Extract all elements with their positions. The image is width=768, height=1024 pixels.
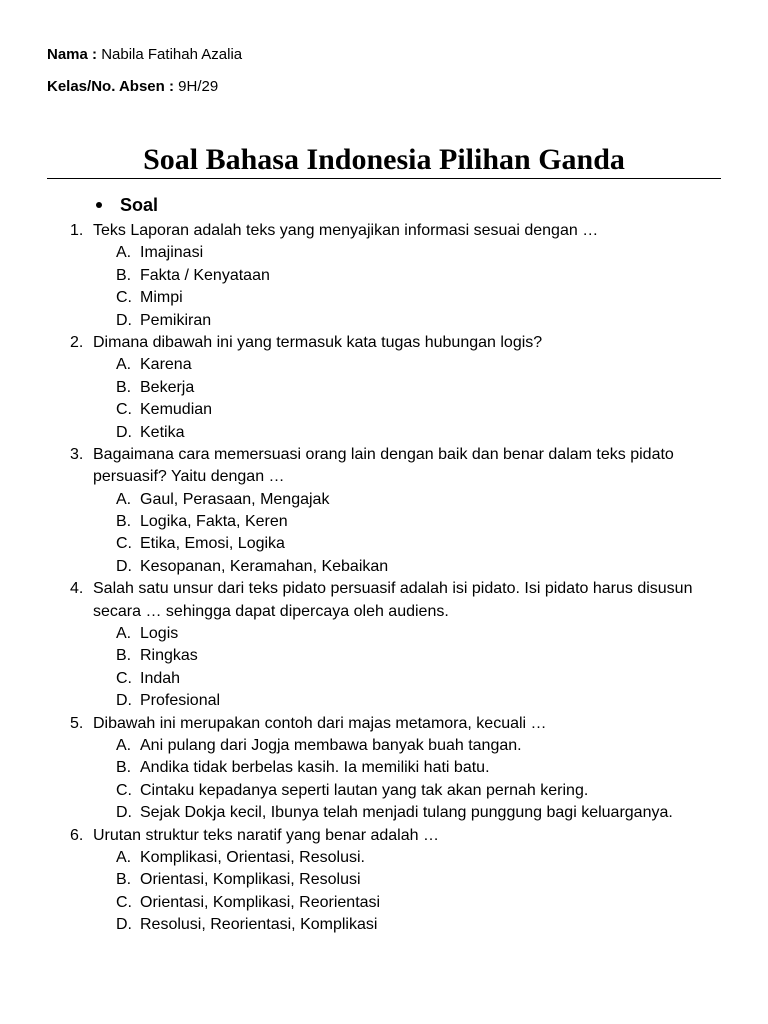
option-d	[0, 422, 768, 444]
option-letter: A.	[116, 356, 132, 374]
question-text-row	[0, 444, 768, 466]
option-letter: A.	[116, 848, 132, 866]
option-text: Gaul, Perasaan, Mengajak	[140, 490, 330, 508]
title-divider	[47, 178, 721, 179]
option-d	[0, 802, 768, 824]
option-letter: B.	[116, 378, 132, 396]
question-text-row	[0, 578, 768, 600]
option-c	[0, 892, 768, 914]
question-text-row	[0, 825, 768, 847]
question-5	[0, 713, 768, 825]
option-letter: A.	[116, 625, 132, 643]
option-letter: B.	[116, 759, 132, 777]
option-a	[0, 242, 768, 264]
option-letter: D.	[116, 423, 132, 441]
option-c	[0, 780, 768, 802]
option-text: Cintaku kepadanya seperti lautan yang tak akan pernah kering.	[140, 781, 589, 799]
question-list	[0, 220, 768, 937]
question-text-continuation	[0, 601, 768, 623]
option-letter: B.	[116, 513, 132, 531]
option-letter: A.	[116, 490, 132, 508]
option-a	[0, 847, 768, 869]
option-text: Ketika	[140, 423, 185, 441]
option-text: Logika, Fakta, Keren	[140, 513, 288, 531]
option-a	[0, 489, 768, 511]
option-letter: B.	[116, 266, 132, 284]
question-2	[0, 332, 768, 444]
student-class-line	[47, 76, 218, 98]
option-a	[0, 623, 768, 645]
option-d	[0, 310, 768, 332]
question-text: secara … sehingga dapat dipercaya oleh audiens.	[93, 602, 449, 620]
option-b	[0, 511, 768, 533]
question-text-continuation	[0, 466, 768, 488]
option-text: Komplikasi, Orientasi, Resolusi.	[140, 848, 365, 866]
option-letter: D.	[116, 557, 132, 575]
bullet-icon	[96, 202, 102, 208]
student-name-line	[47, 44, 242, 66]
question-text: Dibawah ini merupakan contoh dari majas metamora, kecuali …	[93, 714, 547, 732]
option-c	[0, 533, 768, 555]
question-text-row	[0, 220, 768, 242]
option-letter: C.	[116, 289, 132, 307]
question-number: 6.	[70, 826, 84, 844]
question-4	[0, 578, 768, 712]
option-text: Orientasi, Komplikasi, Resolusi	[140, 871, 361, 889]
option-text: Mimpi	[140, 289, 183, 307]
option-letter: A.	[116, 244, 132, 262]
option-text: Sejak Dokja kecil, Ibunya telah menjadi tulang punggung bagi keluarganya.	[140, 804, 673, 822]
option-text: Kemudian	[140, 401, 213, 419]
option-b	[0, 377, 768, 399]
question-text-row	[0, 332, 768, 354]
option-text: Bekerja	[140, 378, 195, 396]
option-text: Karena	[140, 356, 192, 374]
option-c	[0, 668, 768, 690]
option-c	[0, 399, 768, 421]
section-title: Soal	[120, 195, 159, 215]
option-letter: A.	[116, 736, 132, 754]
option-d	[0, 914, 768, 936]
question-text: persuasif? Yaitu dengan …	[93, 468, 285, 486]
option-b	[0, 265, 768, 287]
question-3	[0, 444, 768, 578]
question-text-row	[0, 713, 768, 735]
option-letter: C.	[116, 401, 132, 419]
option-letter: C.	[116, 781, 132, 799]
option-d	[0, 690, 768, 712]
name-value: Nabila Fatihah Azalia	[101, 46, 243, 63]
question-number: 2.	[70, 333, 84, 351]
option-text: Orientasi, Komplikasi, Reorientasi	[140, 893, 381, 911]
question-6	[0, 825, 768, 937]
option-text: Imajinasi	[140, 244, 204, 262]
name-label: Nama :	[47, 46, 98, 63]
option-text: Logis	[140, 625, 179, 643]
page-title: Soal Bahasa Indonesia Pilihan Ganda	[143, 143, 625, 176]
option-letter: D.	[116, 804, 132, 822]
option-text: Indah	[140, 669, 181, 687]
class-value: 9H/29	[178, 78, 219, 95]
option-d	[0, 556, 768, 578]
option-letter: B.	[116, 871, 132, 889]
question-number: 5.	[70, 714, 84, 732]
option-b	[0, 869, 768, 891]
class-label: Kelas/No. Absen :	[47, 78, 174, 95]
option-text: Andika tidak berbelas kasih. Ia memiliki hati batu.	[140, 759, 490, 777]
option-text: Resolusi, Reorientasi, Komplikasi	[140, 916, 378, 934]
option-letter: C.	[116, 535, 132, 553]
question-number: 1.	[70, 222, 84, 239]
question-1	[0, 220, 768, 332]
option-letter: D.	[116, 311, 132, 329]
option-text: Ani pulang dari Jogja membawa banyak buah tangan.	[140, 736, 522, 754]
option-text: Ringkas	[140, 647, 198, 665]
option-text: Kesopanan, Keramahan, Kebaikan	[140, 557, 389, 575]
question-number: 3.	[70, 445, 84, 463]
option-text: Fakta / Kenyataan	[140, 266, 270, 284]
question-number: 4.	[70, 580, 84, 598]
option-letter: D.	[116, 916, 132, 934]
option-letter: D.	[116, 692, 132, 710]
question-text: Dimana dibawah ini yang termasuk kata tugas hubungan logis?	[93, 333, 543, 351]
question-text: Bagaimana cara memersuasi orang lain dengan baik dan benar dalam teks pidato	[93, 445, 674, 463]
option-letter: C.	[116, 893, 132, 911]
option-text: Profesional	[140, 692, 221, 710]
question-text: Salah satu unsur dari teks pidato persuasif adalah isi pidato. Isi pidato harus disusun	[93, 580, 693, 598]
option-b	[0, 757, 768, 779]
option-a	[0, 354, 768, 376]
section-heading	[0, 193, 768, 217]
option-letter: C.	[116, 669, 132, 687]
option-text: Etika, Emosi, Logika	[140, 535, 285, 553]
option-b	[0, 645, 768, 667]
question-text: Urutan struktur teks naratif yang benar adalah …	[93, 826, 439, 844]
option-letter: B.	[116, 647, 132, 665]
option-c	[0, 287, 768, 309]
option-text: Pemikiran	[140, 311, 212, 329]
question-text: Teks Laporan adalah teks yang menyajikan informasi sesuai dengan …	[93, 222, 599, 239]
option-a	[0, 735, 768, 757]
